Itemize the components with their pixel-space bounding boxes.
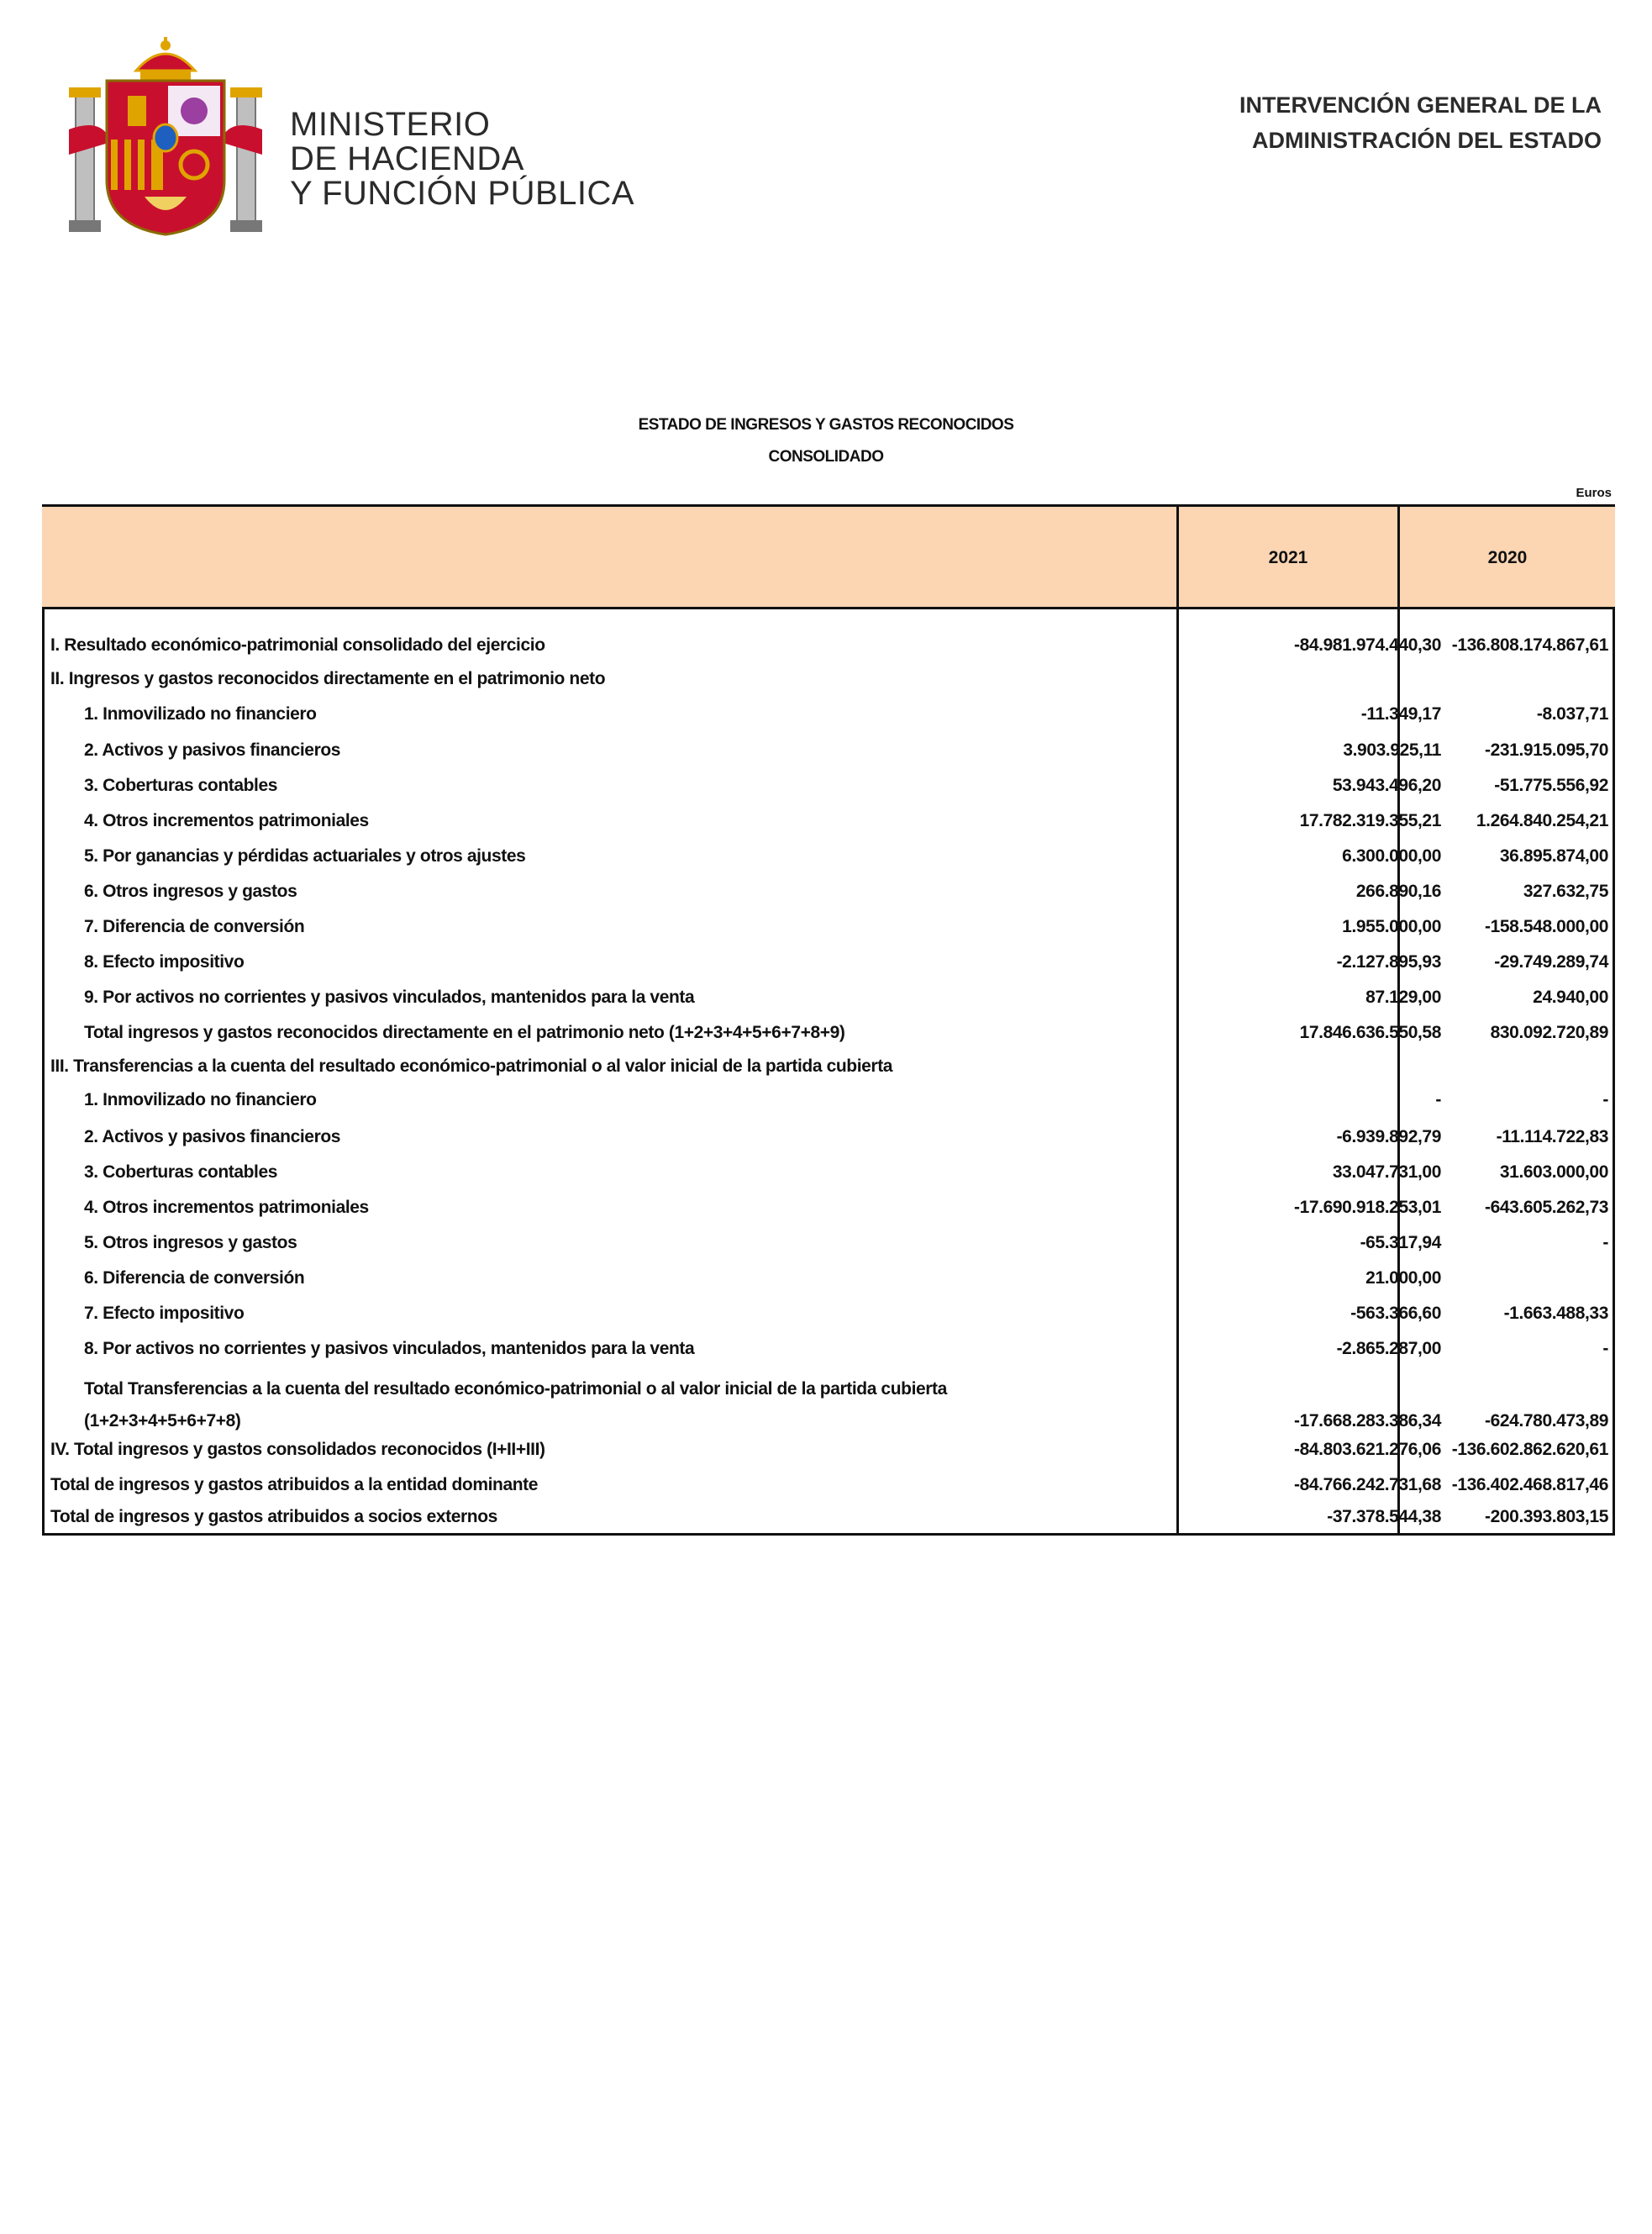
row-label-text: 3. Coberturas contables [84,1162,278,1182]
row-label [84,881,297,903]
value-2021: 87.129,00 [1365,988,1441,1007]
value-2020: -1.663.488,33 [1503,1304,1608,1323]
agency-name-line: ADMINISTRACIÓN DEL ESTADO [1251,128,1602,153]
row-label-text: 4. Otros incrementos patrimoniales [84,1198,369,1217]
value-2021: -17.668.283.386,34 [1294,1411,1441,1430]
value-2021: 21.000,00 [1365,1268,1441,1288]
shield-icon [107,81,224,234]
value-2020: 36.895.874,00 [1499,846,1608,866]
value-2020: -158.548.000,00 [1485,917,1608,936]
row-label-text: II. Ingresos y gastos reconocidos directamente en el patrimonio neto [50,669,606,688]
row-label-text: 2. Activos y pasivos financieros [84,1127,341,1146]
row-label [84,916,304,938]
row-label-text: (1+2+3+4+5+6+7+8) [84,1411,241,1430]
document-subtitle-line: CONSOLIDADO [768,448,884,466]
value-2021: -65.317,94 [1360,1233,1441,1252]
ministry-name-line: Y FUNCIÓN PÚBLICA [290,175,635,212]
ministry-name [290,108,634,211]
row-label [84,775,277,797]
value-2021: 33.047.731,00 [1332,1162,1441,1182]
row-label [84,1126,340,1148]
row-label-text: III. Transferencias a la cuenta del resultado económico-patrimonial o al valor inicial de la partida cubierta [50,1056,893,1076]
value-2021: 17.782.319.355,21 [1299,811,1441,830]
value-2020: -643.605.262,73 [1485,1198,1608,1217]
right-pillar-icon [220,87,262,232]
row-label [50,668,605,690]
value-2020: 830.092.720,89 [1490,1023,1608,1042]
row-label-text: 3. Coberturas contables [84,776,278,795]
row-label-text: 8. Efecto impositivo [84,952,245,972]
value-2021: 266.890,16 [1355,882,1441,901]
value-2021: -2.865.287,00 [1336,1339,1441,1358]
agency-name [1239,87,1602,158]
row-label [50,1474,538,1496]
row-label [50,1056,892,1077]
row-label [84,1232,297,1254]
ministry-name-line: MINISTERIO [290,106,491,143]
row-label-text: 6. Diferencia de conversión [84,1268,305,1288]
column-divider [1397,504,1400,1536]
value-2020: 1.264.840.254,21 [1476,811,1608,830]
row-label [84,703,317,725]
coat-of-arms-logo [69,37,262,239]
value-2020: -136.602.862.620,61 [1451,1440,1608,1459]
value-2020: -11.114.722,83 [1496,1127,1608,1146]
value-2021: 53.943.496,20 [1332,776,1441,795]
value-2021: -84.766.242.731,68 [1294,1475,1441,1494]
row-label-text: I. Resultado económico-patrimonial consolidado del ejercicio [50,635,545,655]
row-label-text: Total de ingresos y gastos atribuidos a la entidad dominante [50,1475,539,1494]
value-2021: -2.127.895,93 [1336,952,1441,972]
value-2021: -6.939.892,79 [1336,1127,1441,1146]
row-label [84,1022,844,1044]
value-2020: 31.603.000,00 [1499,1162,1608,1182]
document-title [0,409,1652,473]
row-label-text: Total ingresos y gastos reconocidos directamente en el patrimonio neto (1+2+3+4+5+6+7+8+9) [84,1023,845,1042]
value-2021: -37.378.544,38 [1327,1507,1441,1526]
row-label-text: 7. Efecto impositivo [84,1304,245,1323]
row-label [84,951,244,973]
value-2021: -563.366,60 [1350,1304,1441,1323]
row-label-text: Total Transferencias a la cuenta del resultado económico-patrimonial o al valor inicial de la partida cubierta [84,1379,947,1399]
row-label-text: IV. Total ingresos y gastos consolidados reconocidos (I+II+III) [50,1440,545,1459]
row-label [84,740,340,761]
row-label [84,1197,369,1219]
column-header-2021: 2021 [1268,548,1308,567]
value-2020: -200.393.803,15 [1485,1507,1608,1526]
row-label [84,987,694,1009]
row-label [84,1338,694,1360]
row-label [84,810,369,832]
value-2020: 327.632,75 [1523,882,1608,901]
ministry-name-line: DE HACIENDA [290,140,524,177]
value-2021: - [1435,1090,1441,1109]
row-label-text: 1. Inmovilizado no financiero [84,1090,317,1109]
row-label-text: 5. Otros ingresos y gastos [84,1233,297,1252]
left-pillar-icon [69,87,111,232]
value-2020: 24.940,00 [1533,988,1608,1007]
row-label [50,635,545,656]
row-label-text: 6. Otros ingresos y gastos [84,882,297,901]
column-header-2020: 2020 [1487,548,1528,567]
value-2020: -231.915.095,70 [1485,740,1608,760]
units-label: Euros [1576,486,1612,500]
value-2020: -136.808.174.867,61 [1451,635,1608,655]
row-label [50,1439,545,1461]
value-2021: -84.803.621.276,06 [1294,1440,1441,1459]
agency-name-line: INTERVENCIÓN GENERAL DE LA [1239,92,1602,118]
crown-icon [136,37,195,81]
value-2021: -84.981.974.440,30 [1294,635,1441,655]
value-2020: -136.402.468.817,46 [1451,1475,1608,1494]
row-label [84,1089,317,1111]
value-2020: -624.780.473,89 [1485,1411,1608,1430]
value-2020: -29.749.289,74 [1494,952,1608,972]
document-title-line: ESTADO DE INGRESOS Y GASTOS RECONOCIDOS [638,416,1014,434]
value-2021: 17.846.636.550,58 [1299,1023,1441,1042]
row-label-text: 1. Inmovilizado no financiero [84,704,317,724]
value-2021: 1.955.000,00 [1342,917,1441,936]
column-divider [1176,504,1179,1536]
value-2021: -11.349,17 [1360,704,1441,724]
value-2020: -8.037,71 [1536,704,1608,724]
value-2021: 6.300.000,00 [1342,846,1441,866]
row-label [50,1506,497,1528]
row-label-text: 2. Activos y pasivos financieros [84,740,341,760]
value-2020: - [1602,1339,1608,1358]
row-label [84,1162,277,1183]
row-label [84,846,525,867]
row-label [84,1303,244,1325]
row-label [84,1378,947,1432]
value-2020: -51.775.556,92 [1494,776,1608,795]
row-label [84,1267,304,1289]
value-2020: - [1602,1233,1608,1252]
row-label-text: 5. Por ganancias y pérdidas actuariales y otros ajustes [84,846,526,866]
row-label-text: 4. Otros incrementos patrimoniales [84,811,369,830]
value-2021: 3.903.925,11 [1343,740,1441,760]
row-label-text: Total de ingresos y gastos atribuidos a socios externos [50,1507,497,1526]
row-label-text: 8. Por activos no corrientes y pasivos vinculados, mantenidos para la venta [84,1339,695,1358]
row-label-text: 9. Por activos no corrientes y pasivos vinculados, mantenidos para la venta [84,988,695,1007]
row-label-text: 7. Diferencia de conversión [84,917,305,936]
value-2020: - [1602,1090,1608,1109]
value-2021: -17.690.918.253,01 [1294,1198,1441,1217]
